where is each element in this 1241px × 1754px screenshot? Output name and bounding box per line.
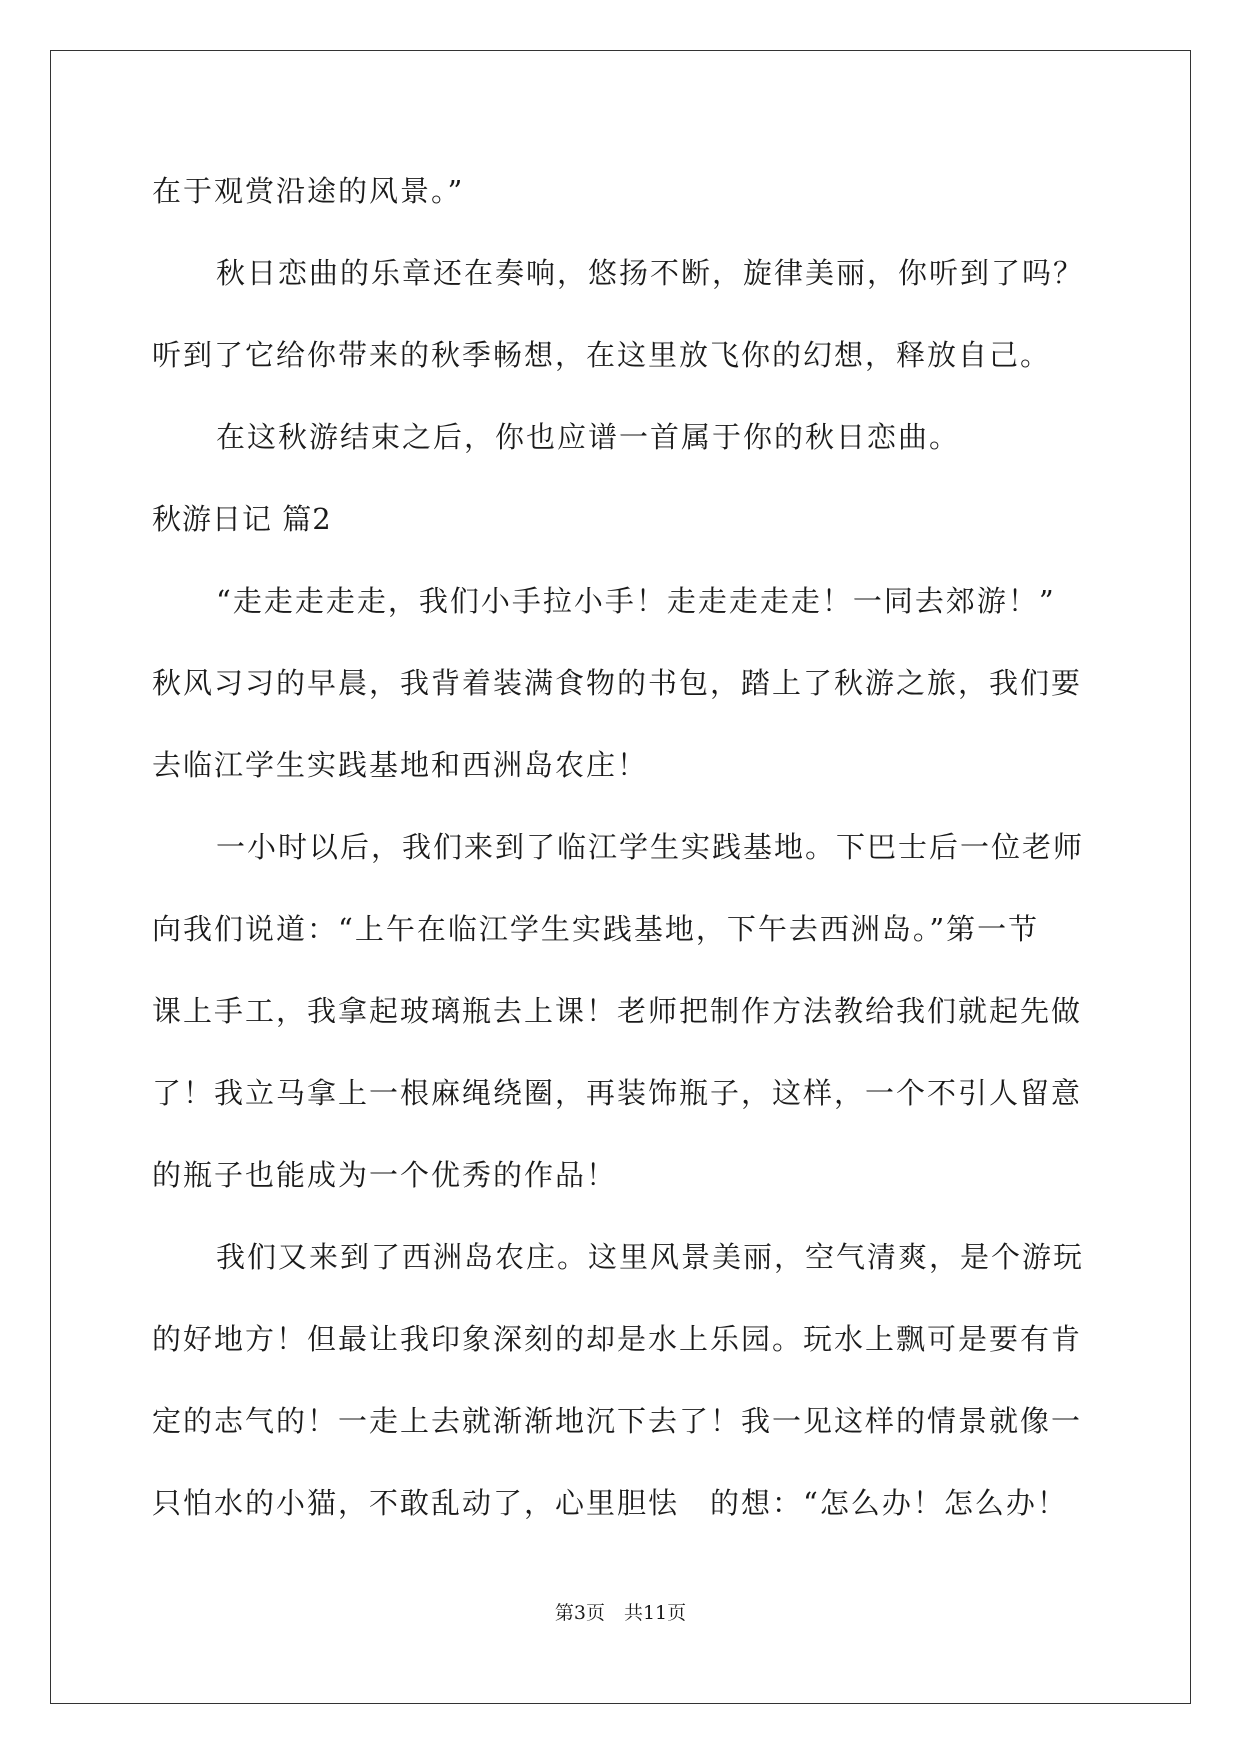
document-body	[152, 150, 1092, 1544]
text-line: 听到了它给你带来的秋季畅想，在这里放飞你的幻想，释放自己。	[152, 338, 1052, 372]
text-line: 课上手工，我拿起玻璃瓶去上课！老师把制作方法教给我们就起先做	[152, 994, 1083, 1028]
paragraph-start: “走走走走走，我们小手拉小手！走走走走走！一同去郊游！”	[216, 584, 1056, 618]
text-line: 秋风习习的早晨，我背着装满食物的书包，踏上了秋游之旅，我们要	[152, 666, 1083, 700]
paragraph-start: 在这秋游结束之后，你也应谱一首属于你的秋日恋曲。	[216, 420, 961, 454]
paragraph-start: 我们又来到了西洲岛农庄。这里风景美丽，空气清爽，是个游玩	[216, 1240, 1085, 1274]
section-heading: 秋游日记 篇2	[152, 502, 332, 536]
text-line: 的瓶子也能成为一个优秀的作品！	[152, 1158, 618, 1192]
paragraph-start: 一小时以后，我们来到了临江学生实践基地。下巴士后一位老师	[216, 830, 1085, 864]
text-line: 在于观赏沿途的风景。”	[152, 174, 465, 208]
text-line: 只怕水的小猫，不敢乱动了，心里胆怯 的想：“怎么办！怎么办！	[152, 1486, 1068, 1520]
text-line: 去临江学生实践基地和西洲岛农庄！	[152, 748, 649, 782]
page-number-footer: 第3页 共11页	[554, 1602, 687, 1624]
text-line: 定的志气的！一走上去就渐渐地沉下去了！我一见这样的情景就像一	[152, 1404, 1083, 1438]
text-line: 的好地方！但最让我印象深刻的却是水上乐园。玩水上飘可是要有肯	[152, 1322, 1083, 1356]
paragraph-start: 秋日恋曲的乐章还在奏响，悠扬不断，旋律美丽，你听到了吗？	[216, 256, 1085, 290]
text-line: 了！我立马拿上一根麻绳绕圈，再装饰瓶子，这样，一个不引人留意	[152, 1076, 1083, 1110]
text-line: 向我们说道：“上午在临江学生实践基地，下午去西洲岛。”第一节	[152, 912, 1040, 946]
